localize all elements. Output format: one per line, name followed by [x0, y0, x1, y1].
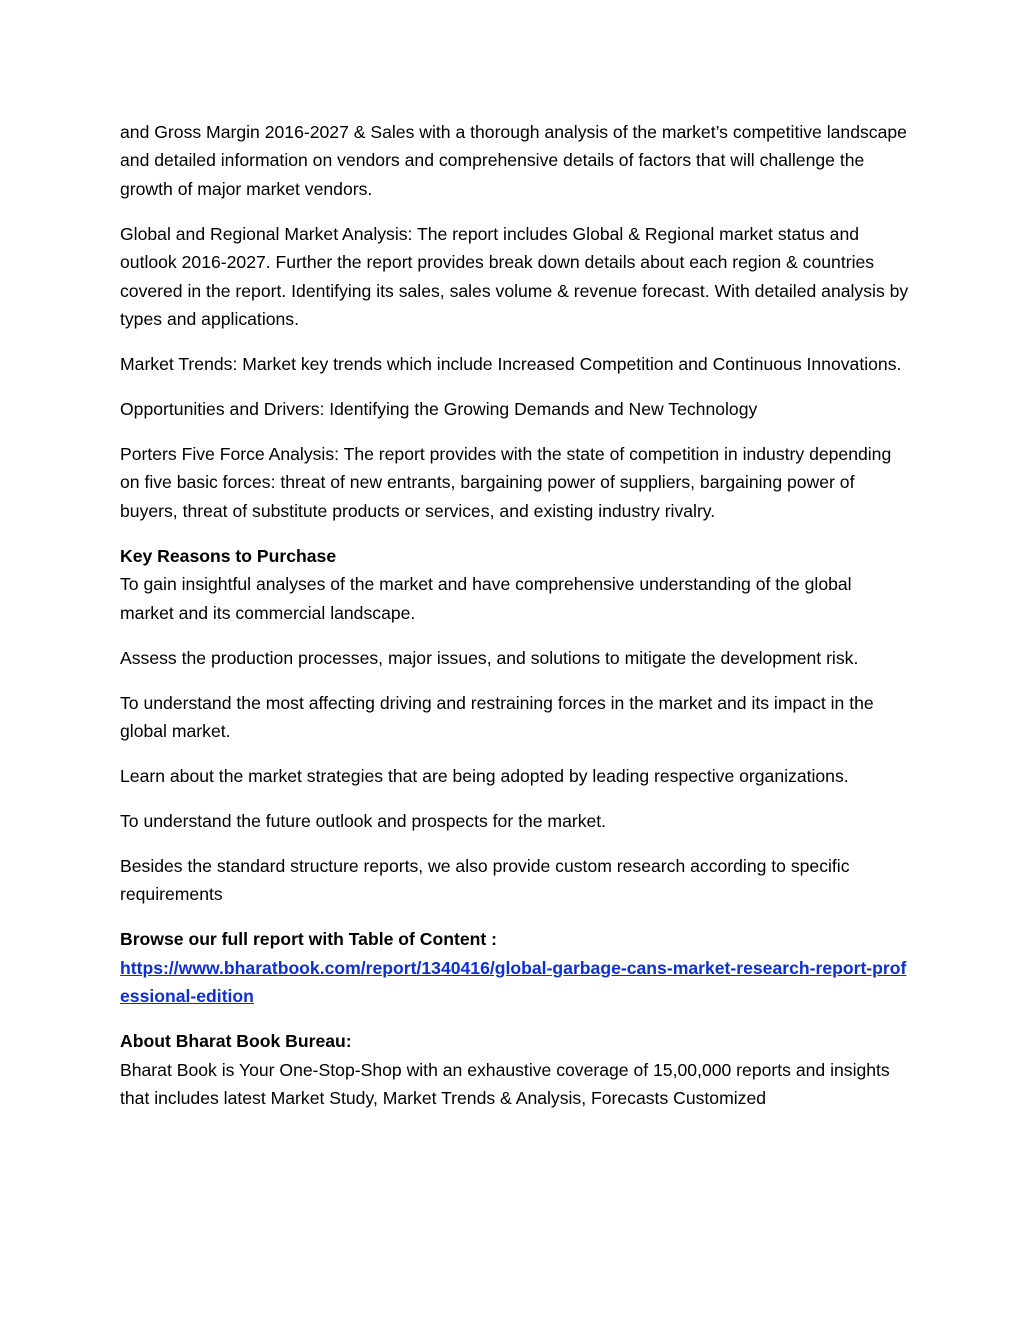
paragraph-market-trends: Market Trends: Market key trends which include Increased Competition and Continuous Innovations. — [120, 354, 902, 375]
browse-report-section — [120, 925, 910, 1010]
report-link[interactable]: https://www.bharatbook.com/report/1340416/global-garbage-cans-market-research-report-professional-edition — [120, 957, 907, 1007]
key-reason-item: Learn about the market strategies that are being adopted by leading respective organizations. — [120, 766, 849, 787]
key-reason-item: To understand the future outlook and prospects for the market. — [120, 811, 607, 832]
paragraph-porters-five-force: Porters Five Force Analysis: The report provides with the state of competition in industry depending on five basic forces: threat of new entrants, bargaining power of suppliers, bargaining power of buyers, threat of substitute products or services, and existing industry rivalry. — [120, 444, 892, 521]
key-reasons-intro: To gain insightful analyses of the market and have comprehensive understanding of the global market and its commercial landscape. — [120, 574, 852, 623]
paragraph-global-regional-analysis: Global and Regional Market Analysis: The report includes Global & Regional market status and outlook 2016-2027. Further the report provides break down details about each region & countries covered in the report. Identifying its sales, sales volume & revenue forecast. With detailed analysis by types and applications. — [120, 223, 909, 330]
paragraph-market-competitive-landscape: and Gross Margin 2016-2027 & Sales with a thorough analysis of the market’s competitive landscape and detailed information on vendors and comprehensive details of factors that will challenge the growth of major market vendors. — [120, 122, 907, 199]
about-section — [120, 1027, 910, 1112]
key-reasons-heading: Key Reasons to Purchase — [120, 545, 337, 566]
paragraph-opportunities-drivers: Opportunities and Drivers: Identifying the Growing Demands and New Technology — [120, 399, 758, 420]
browse-report-heading: Browse our full report with Table of Content : — [120, 929, 497, 950]
document-page — [120, 118, 910, 1129]
key-reason-item: To understand the most affecting driving and restraining forces in the market and its impact in the global market. — [120, 692, 874, 742]
about-heading: About Bharat Book Bureau: — [120, 1031, 352, 1052]
key-reason-item: Assess the production processes, major issues, and solutions to mitigate the development risk. — [120, 647, 859, 668]
about-text: Bharat Book is Your One-Stop-Shop with an exhaustive coverage of 15,00,000 reports and insights that includes latest Market Study, Market Trends & Analysis, Forecasts Customized — [120, 1059, 890, 1109]
key-reasons-section — [120, 542, 910, 627]
key-reason-item: Besides the standard structure reports, we also provide custom research according to specific requirements — [120, 856, 850, 905]
